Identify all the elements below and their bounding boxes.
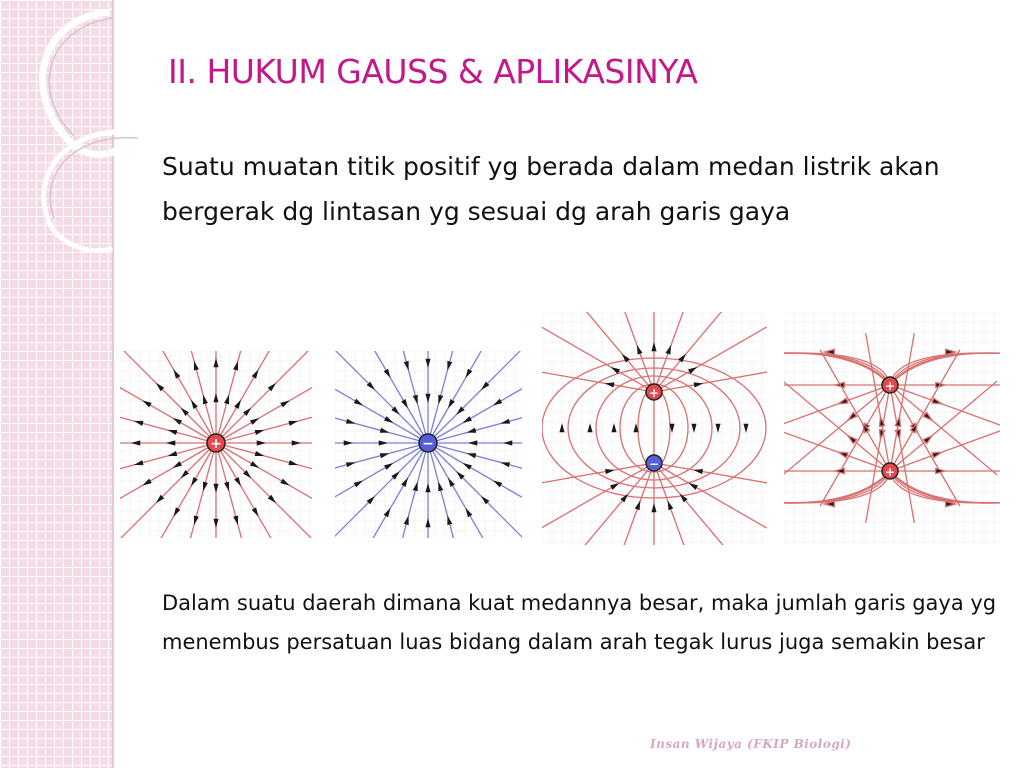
positive-sign: + [210,436,222,452]
two-positive-charges-field-lines [784,312,1000,545]
paragraph-positive-charge-motion: Suatu muatan titik positif yg berada dalam medan listrik akan bergerak dg lintasan yg sesuai dg arah garis gaya [162,152,940,226]
lower-positive-sign: + [884,465,896,479]
figure-negative-point-charge [335,351,522,538]
figure-electric-dipole [542,312,767,545]
dipole-negative-sign: − [648,457,660,471]
figure-two-positive-charges [784,312,1000,545]
slide-title: II. HUKUM GAUSS & APLIKASINYA [168,52,698,91]
positive-charge-field-lines [120,351,312,538]
upper-positive-sign: + [884,379,896,393]
paragraph-field-density: Dalam suatu daerah dimana kuat medannya besar, maka jumlah garis gaya yg menembus persatuan luas bidang dalam arah tegak lurus juga semakin besar [162,591,997,654]
footer-author: Insan Wijaya (FKIP Biologi) [650,737,852,751]
negative-sign: − [422,436,434,452]
figure-positive-point-charge [120,351,312,538]
dipole-positive-sign: + [648,386,660,400]
negative-charge-field-lines [335,351,522,538]
dipole-field-lines [542,312,767,545]
decorative-swirl [0,0,150,300]
